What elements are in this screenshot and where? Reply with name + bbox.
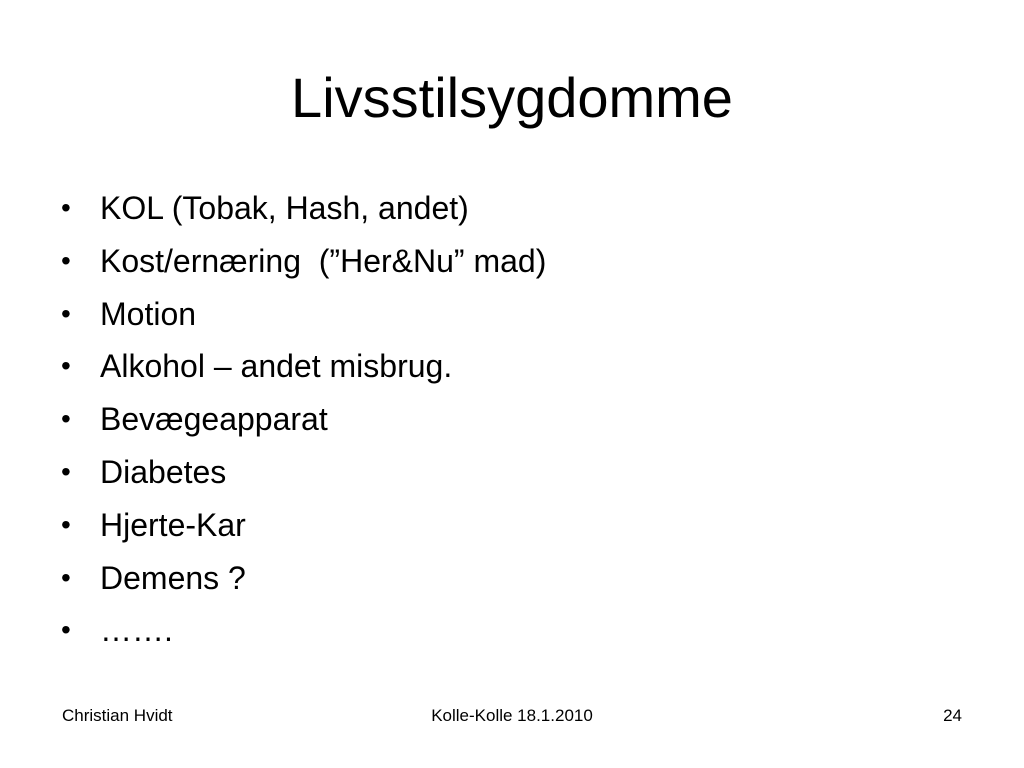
bullet-text: Hjerte-Kar (100, 506, 246, 543)
bullet-text: Bevægeapparat (100, 401, 328, 438)
bullet-item (55, 393, 546, 446)
bullet-item (55, 552, 546, 605)
bullet-icon: • (61, 244, 71, 276)
bullet-icon: • (61, 350, 71, 382)
bullet-text: Motion (100, 295, 197, 332)
footer-author: Christian Hvidt (62, 706, 173, 725)
bullet-icon: • (61, 455, 71, 487)
bullet-icon: • (61, 561, 71, 593)
bullet-text: Demens ? (100, 559, 246, 596)
bullet-text: KOL (Tobak, Hash, andet) (100, 190, 469, 226)
bullet-icon: • (61, 403, 71, 435)
bullet-item (55, 499, 546, 552)
bullet-icon: • (61, 297, 71, 329)
bullet-icon: • (61, 614, 71, 646)
bullet-item (55, 446, 546, 499)
slide-title: Livsstilsygdomme (291, 66, 733, 129)
bullet-item (55, 235, 546, 288)
bullet-text: Alkohol – andet misbrug. (100, 348, 453, 385)
bullet-icon: • (61, 508, 71, 540)
footer-event: Kolle-Kolle 18.1.2010 (431, 706, 593, 725)
bullet-item (55, 340, 546, 393)
bullet-text: Diabetes (100, 453, 227, 490)
bullet-icon: • (61, 192, 71, 223)
bullet-item (55, 288, 546, 341)
footer-page-number: 24 (943, 706, 962, 725)
bullet-list (55, 182, 546, 657)
bullet-item (55, 182, 546, 235)
bullet-text: ……. (100, 612, 173, 649)
bullet-item (55, 604, 546, 657)
bullet-text: Kost/ernæring (”Her&Nu” mad) (100, 242, 547, 279)
